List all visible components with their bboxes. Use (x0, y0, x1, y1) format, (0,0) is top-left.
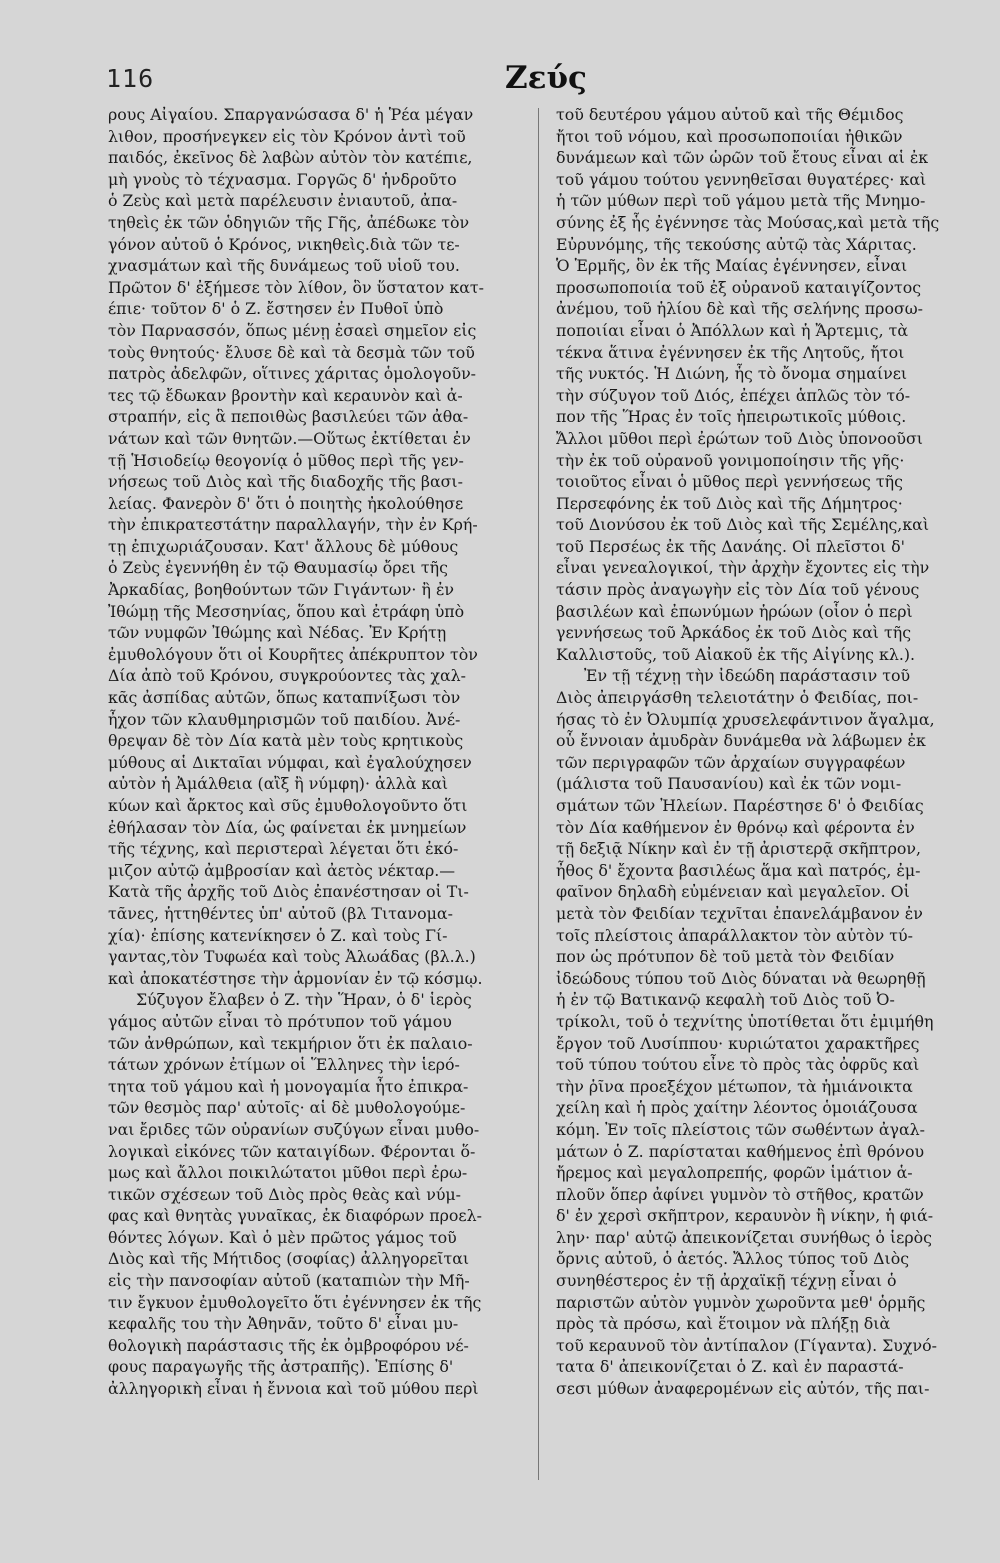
text-line: τῃ ἐπιχωριάζουσαν. Κατ' ἄλλους δὲ μύθους (108, 536, 459, 556)
text-line: δυνάμεων καὶ τῶν ὡρῶν τοῦ ἔτους εἶναι αἱ ἐκ (556, 148, 929, 168)
text-line: Ἄλλοι μῦθοι περὶ ἐρώτων τοῦ Διὸς ὑπονοοῦσι (556, 428, 923, 448)
text-line: ἐθήλασαν τὸν Δία, ὡς φαίνεται ἐκ μνημείων (108, 817, 467, 837)
text-line: δ' ἐν χερσὶ σκῆπτρον, κεραυνὸν ἢ νίκην, ἡ φιά- (556, 1206, 934, 1226)
text-line: τῆς νυκτός. Ἡ Διώνη, ἧς τὸ ὄνομα σημαίνει (556, 364, 908, 384)
text-line: θόντες λόγων. Καὶ ὁ μὲν πρῶτος γάμος τοῦ (108, 1227, 457, 1247)
text-line: τοῦ Διονύσου ἐκ τοῦ Διὸς καὶ τῆς Σεμέλης,καὶ (556, 515, 930, 535)
text-line: ποποιίαι εἶναι ὁ Ἀπόλλων καὶ ἡ Ἄρτεμις, τὰ (556, 320, 909, 340)
text-line: Διὸς ἀπειργάσθη τελειοτάτην ὁ Φειδίας, ποι- (556, 688, 919, 708)
text-line: τῶν θεσμὸς παρ' αὐτοῖς· αἱ δὲ μυθολογούμε- (108, 1098, 466, 1118)
text-line: τοῖς πλείστοις ἀπαράλλακτον τὸν αὐτὸν τύ- (556, 925, 913, 945)
text-line: ἀλληγορικὴ εἶναι ἡ ἔννοια καὶ τοῦ μύθου περὶ (108, 1379, 479, 1399)
text-line: ἰδεώδους τύπου τοῦ Διὸς δύναται νὰ θεωρηθῇ (556, 968, 926, 988)
text-line: λογικαὶ εἰκόνες τῶν καταιγίδων. Φέρονται ὅ- (108, 1141, 476, 1161)
text-line: τηθεὶς ἐκ τῶν ὁδηγιῶν τῆς Γῆς, ἀπέδωκε τὸν (108, 212, 470, 232)
text-line: τοὺς θνητούς· ἔλυσε δὲ καὶ τὰ δεσμὰ τῶν τοῦ (108, 342, 475, 362)
text-line: ἡ ἐν τῷ Βατικανῷ κεφαλὴ τοῦ Διὸς τοῦ Ὀ- (556, 990, 895, 1010)
text-line: τὴν ἐπικρατεστάτην παραλλαγήν, τὴν ἐν Κρή- (108, 515, 478, 535)
text-line: μως καὶ ἄλλοι ποικιλώτατοι μῦθοι περὶ ἐρω- (108, 1163, 468, 1183)
text-line: ἦθος δ' ἔχοντα βασιλέως ἅμα καὶ πατρός, ἐμ- (556, 860, 921, 880)
text-line: βασιλέων καὶ ἐπωνύμων ἡρώων (οἷον ὁ περὶ (556, 601, 913, 621)
text-line: νάτων καὶ τῶν θνητῶν.—Οὕτως ἐκτίθεται ἐν (108, 428, 471, 448)
text-line: έπιε· τοῦτον δ' ὁ Ζ. ἔστησεν ἐν Πυθοῖ ὑπὸ (108, 299, 444, 319)
text-line: ὁ Ζεὺς ἐγεννήθη ἐν τῷ Θαυμασίῳ ὄρει τῆς (108, 558, 448, 578)
text-line: ἀνέμου, τοῦ ἡλίου δὲ καὶ τῆς σελήνης προσω- (556, 299, 923, 319)
text-line: κόμη. Ἐν τοῖς πλείστοις τῶν σωθέντων ἀγαλ- (556, 1119, 926, 1139)
text-line: χείλη καὶ ἡ πρὸς χαίτην λέοντος ὁμοιάζουσα (556, 1098, 918, 1118)
text-line: Δία ἀπὸ τοῦ Κρόνου, συγκρούοντες τὰς χαλ- (108, 666, 466, 686)
text-line: ὁ Ζεὺς καὶ μετὰ παρέλευσιν ἐνιαυτοῦ, ἀπα- (108, 191, 458, 211)
text-line: μιζον αὐτῷ ἀμβροσίαν καὶ ἀετὸς νέκταρ.— (108, 860, 456, 880)
text-line: Ὁ Ἑρμῆς, ὃν ἐκ τῆς Μαίας ἐγέννησεν, εἶναι (556, 256, 908, 276)
text-line: προσωποποιία τοῦ ἐξ οὐρανοῦ καταιγίζοντος (556, 277, 922, 297)
text-line: τᾶνες, ἡττηθέντες ὑπ' αὐτοῦ (βλ Τιτανομα- (108, 903, 453, 923)
text-line: τῶν νυμφῶν Ἰθώμης καὶ Νέδας. Ἐν Κρήτῃ (108, 623, 447, 643)
text-line: μὴ γνοὺς τὸ τέχνασμα. Γοργῶς δ' ἡνδροῦτο (108, 169, 457, 189)
text-line: τῶν ἀνθρώπων, καὶ τεκμήριον ὅτι ἐκ παλαιο- (108, 1033, 473, 1053)
text-line: κύων καὶ ἄρκτος καὶ σῦς ἐμυθολογοῦντο ὅτι (108, 796, 468, 815)
text-line: λιθον, προσήνεγκεν εἰς τὸν Κρόνον ἀντὶ τοῦ (108, 126, 466, 146)
text-line: τατα δ' ἀπεικονίζεται ὁ Ζ. καὶ ἐν παραστά- (556, 1357, 904, 1377)
text-line: τες τῷ ἔδωκαν βροντὴν καὶ κεραυνὸν καὶ ἀ- (108, 385, 463, 405)
text-line: κᾶς ἀσπίδας αὐτῶν, ὅπως καταπνίξωσι τὸν (108, 688, 461, 708)
text-line: λην· παρ' αὐτῷ ἀπεικονίζεται συνήθως ὁ ἱερὸς (556, 1227, 932, 1247)
page-number: 116 (106, 64, 155, 93)
text-line: ἔργον τοῦ Λυσίππου· κυριώτατοι χαρακτῆρες (556, 1033, 920, 1053)
text-line: Ἰθώμῃ τῆς Μεσσηνίας, ὅπου καὶ ἐτράφη ὑπὸ (108, 601, 465, 621)
text-line: παιδός, ἐκεῖνος δὲ λαβὼν αὐτὸν τὸν κατέπιε, (108, 148, 473, 168)
text-line: μύθους αἱ Δικταῖαι νύμφαι, καὶ ἐγαλούχησεν (108, 752, 472, 772)
text-line: τὸν Δία καθήμενον ἐν θρόνῳ καὶ φέροντα ἐν (556, 817, 915, 837)
text-line: πατρὸς ἀδελφῶν, οἵτινες χάριτας ὁμολογοῦν- (108, 364, 477, 384)
text-line: Περσεφόνης ἐκ τοῦ Διὸς καὶ τῆς Δήμητρος· (556, 493, 903, 513)
text-line: γεννήσεως τοῦ Ἀρκάδος ἐκ τοῦ Διὸς καὶ τῆς (556, 623, 912, 643)
text-line: συνηθέστερος ἐν τῇ ἀρχαϊκῇ τέχνῃ εἶναι ὁ (556, 1271, 897, 1291)
text-line: τὴν ῥῖνα προεξέχον μέτωπον, τὰ ἡμιάνοικτα (556, 1076, 913, 1096)
text-line: τῶν περιγραφῶν τῶν ἀρχαίων συγγραφέων (556, 752, 906, 772)
right-column (556, 104, 964, 1400)
text-line: ἤτοι τοῦ νόμου, καὶ προσωποποιίαι ἠθικῶν (556, 126, 903, 146)
text-line: τοῦ τύπου τούτου εἶνε τὸ πρὸς τὰς ὀφρῦς καὶ (556, 1055, 920, 1075)
text-line: μετὰ τὸν Φειδίαν τεχνῖται ἐπανελάμβανον ἐν (556, 903, 923, 923)
text-line: τοῦ γάμου τούτου γεννηθεῖσαι θυγατέρες· καὶ (556, 169, 927, 189)
text-line: Πρῶτον δ' ἐξήμεσε τὸν λίθον, ὃν ὕστατον κατ- (108, 277, 484, 297)
text-line: τῇ Ἡσιοδείῳ θεογονίᾳ ὁ μῦθος περὶ τῆς γεν- (108, 450, 464, 470)
text-line: τάσιν πρὸς ἀναγωγὴν εἰς τὸν Δία τοῦ γένους (556, 580, 920, 600)
text-line: Εὐρυνόμης, τῆς τεκούσης αὐτῷ τὰς Χάριτας. (556, 234, 917, 254)
text-line: σεσι μύθων ἀναφερομένων εἰς αὐτόν, τῆς παι- (556, 1379, 930, 1399)
text-line: τοιοῦτος εἶναι ὁ μῦθος περὶ γεννήσεως τῆς (556, 472, 903, 492)
text-line: Σύζυγον ἔλαβεν ὁ Ζ. τὴν Ἥραν, ὁ δ' ἱερὸς (136, 990, 472, 1010)
text-line: πλοῦν ὅπερ ἀφίνει γυμνὸν τὸ στῆθος, κρατῶν (556, 1184, 924, 1204)
text-line: ἐμυθολόγουν ὅτι οἱ Κουρῆτες ἀπέκρυπτον τὸν (108, 644, 478, 664)
text-line: ναι ἔριδες τῶν οὐρανίων συζύγων εἶναι μυθο- (108, 1119, 480, 1139)
text-line: Διὸς καὶ τῆς Μήτιδος (σοφίας) ἀλληγορεῖται (108, 1249, 470, 1269)
text-line: τὴν σύζυγον τοῦ Διός, ἐπέχει ἁπλῶς τὸν τό- (556, 385, 911, 405)
text-line: τικῶν σχέσεων τοῦ Διὸς πρὸς θεὰς καὶ νύμ- (108, 1184, 462, 1204)
text-line: εἶναι γενεαλογικοί, τὴν ἀρχὴν ἔχοντες εἰς τὴν (556, 558, 930, 578)
text-line: ἤρεμος καὶ μεγαλοπρεπής, φορῶν ἱμάτιον ἁ- (556, 1163, 913, 1183)
text-line: σμάτων τῶν Ἠλείων. Παρέστησε δ' ὁ Φειδίας (556, 796, 924, 815)
text-line: ρους Αἰγαίου. Σπαργανώσασα δ' ἡ Ῥέα μέγαν (108, 105, 474, 124)
text-line: Καλλιστοῦς, τοῦ Αἰακοῦ ἐκ τῆς Αἰγίνης κλ.). (556, 644, 916, 664)
text-line: γαντας,τὸν Τυφωέα καὶ τοὺς Ἀλωάδας (βλ.λ.) (108, 947, 476, 967)
text-line: θολογικὴ παράστασις τῆς ἐκ ὀμβροφόρου νέ- (108, 1335, 469, 1355)
text-line: τὸν Παρνασσόν, ὅπως μένῃ ἐσαεὶ σημεῖον εἰς (108, 320, 477, 340)
text-line: οὗ ἔννοιαν ἀμυδρὰν δυνάμεθα νὰ λάβωμεν ἐκ (556, 731, 926, 751)
text-line: ἡ τῶν μύθων περὶ τοῦ γάμου μετὰ τῆς Μνημο- (556, 191, 926, 211)
text-line: ήσας τὸ ἐν Ὀλυμπίᾳ χρυσελεφάντινον ἄγαλμα, (556, 709, 935, 729)
text-line: στραπήν, εἰς ἃ πεποιθὼς βασιλεύει τῶν ἀθα- (108, 407, 469, 427)
text-line: κεφαλῆς του τὴν Ἀθηνᾶν, τοῦτο δ' εἶναι μυ- (108, 1314, 459, 1334)
text-line: πον τῆς Ἥρας ἐν τοῖς ἠπειρωτικοῖς μύθοις. (556, 407, 907, 427)
text-line: (μάλιστα τοῦ Παυσανίου) καὶ ἐκ τῶν νομι- (556, 774, 902, 794)
column-divider (538, 108, 539, 1480)
text-line: ἦχον τῶν κλαυθμηρισμῶν τοῦ παιδίου. Ἀνέ- (108, 709, 461, 729)
text-line: τῆς τέχνης, καὶ περιστεραὶ λέγεται ὅτι ἐκό- (108, 839, 459, 859)
text-line: τάτων χρόνων ἐτίμων οἱ Ἕλληνες τὴν ἱερό- (108, 1055, 460, 1075)
text-line: ὄρνις αὐτοῦ, ὁ ἀετός. Ἄλλος τύπος τοῦ Διὸς (556, 1249, 910, 1269)
text-line: τιν ἔγκυον ἐμυθολογεῖτο ὅτι ἐγέννησεν ἐκ τῆς (108, 1292, 482, 1312)
text-line: παριστῶν αὐτὸν γυμνὸν χωροῦντα μεθ' ὁρμῆς (556, 1292, 926, 1312)
text-line: γόνον αὐτοῦ ὁ Κρόνος, νικηθεὶς.διὰ τῶν τε- (108, 234, 460, 254)
text-line: τοῦ δευτέρου γάμου αὐτοῦ καὶ τῆς Θέμιδος (556, 105, 904, 124)
text-line: αὐτὸν ἡ Ἀμάλθεια (αἲξ ἢ νύμφη)· ἀλλὰ καὶ (108, 774, 449, 794)
text-line: καὶ ἀποκατέστησε τὴν ἁρμονίαν ἐν τῷ κόσμῳ. (108, 968, 483, 988)
text-line: φους παραγωγῆς τῆς ἀστραπῆς). Ἐπίσης δ' (108, 1357, 454, 1377)
text-line: χία)· ἐπίσης κατενίκησεν ὁ Ζ. καὶ τοὺς Γί- (108, 925, 448, 945)
text-line: νήσεως τοῦ Διὸς καὶ τῆς διαδοχῆς τῆς βασι- (108, 472, 463, 492)
text-line: Ἀρκαδίας, βοηθούντων τῶν Γιγάντων· ἢ ἐν (108, 580, 455, 600)
text-line: τρίκολι, τοῦ ὁ τεχνίτης ὑποτίθεται ὅτι ἐμιμήθη (556, 1011, 934, 1031)
text-line: φαῖνον δηλαδὴ εὐμένειαν καὶ μεγαλεῖον. Οἱ (556, 882, 910, 902)
text-line: εἰς τὴν πανσοφίαν αὐτοῦ (καταπιὼν τὴν Μῆ- (108, 1271, 470, 1291)
text-line: μάτων ὁ Ζ. παρίσταται καθήμενος ἐπὶ θρόνου (556, 1141, 925, 1161)
text-line: τέκνα ἅτινα ἐγέννησεν ἐκ τῆς Λητοῦς, ἤτοι (556, 342, 905, 362)
text-line: λείας. Φανερὸν δ' ὅτι ὁ ποιητὴς ἠκολούθησε (108, 493, 464, 513)
page-header (100, 58, 970, 98)
text-line: χνασμάτων καὶ τῆς δυνάμεως τοῦ υἱοῦ του. (108, 256, 460, 276)
running-head: Ζεύς (505, 60, 587, 96)
left-column (108, 104, 524, 1400)
text-line: τητα τοῦ γάμου καὶ ἡ μονογαμία ἦτο ἐπικρα- (108, 1076, 469, 1096)
text-line: τῇ δεξιᾷ Νίκην καὶ ἐν τῇ ἀριστερᾷ σκῆπτρον, (556, 839, 922, 859)
text-line: φας καὶ θνητὰς γυναῖκας, ἐκ διαφόρων προελ- (108, 1206, 482, 1226)
text-line: τοῦ κεραυνοῦ τὸν ἀντίπαλον (Γίγαντα). Συχνό- (556, 1335, 937, 1355)
text-line: Κατὰ τῆς ἀρχῆς τοῦ Διὸς ἐπανέστησαν οἱ Τι- (108, 882, 469, 902)
text-line: γάμος αὐτῶν εἶναι τὸ πρότυπον τοῦ γάμου (108, 1011, 452, 1031)
text-line: σύνης ἐξ ἧς ἐγέννησε τὰς Μούσας,καὶ μετὰ τῆς (556, 212, 940, 232)
text-line: τὴν ἐκ τοῦ οὐρανοῦ γονιμοποίησιν τῆς γῆς· (556, 450, 905, 470)
text-line: τοῦ Περσέως ἐκ τῆς Δανάης. Οἱ πλεῖστοι δ' (556, 536, 906, 556)
text-line: πον ὡς πρότυπον δὲ τοῦ μετὰ τὸν Φειδίαν (556, 947, 895, 967)
text-line: Ἐν τῇ τέχνῃ τὴν ἰδεώδη παράστασιν τοῦ (584, 666, 911, 686)
text-line: πρὸς τὰ πρόσω, καὶ ἕτοιμον νὰ πλήξῃ διὰ (556, 1314, 891, 1334)
text-line: θρεψαν δὲ τὸν Δία κατὰ μὲν τοὺς κρητικοὺς (108, 731, 464, 751)
